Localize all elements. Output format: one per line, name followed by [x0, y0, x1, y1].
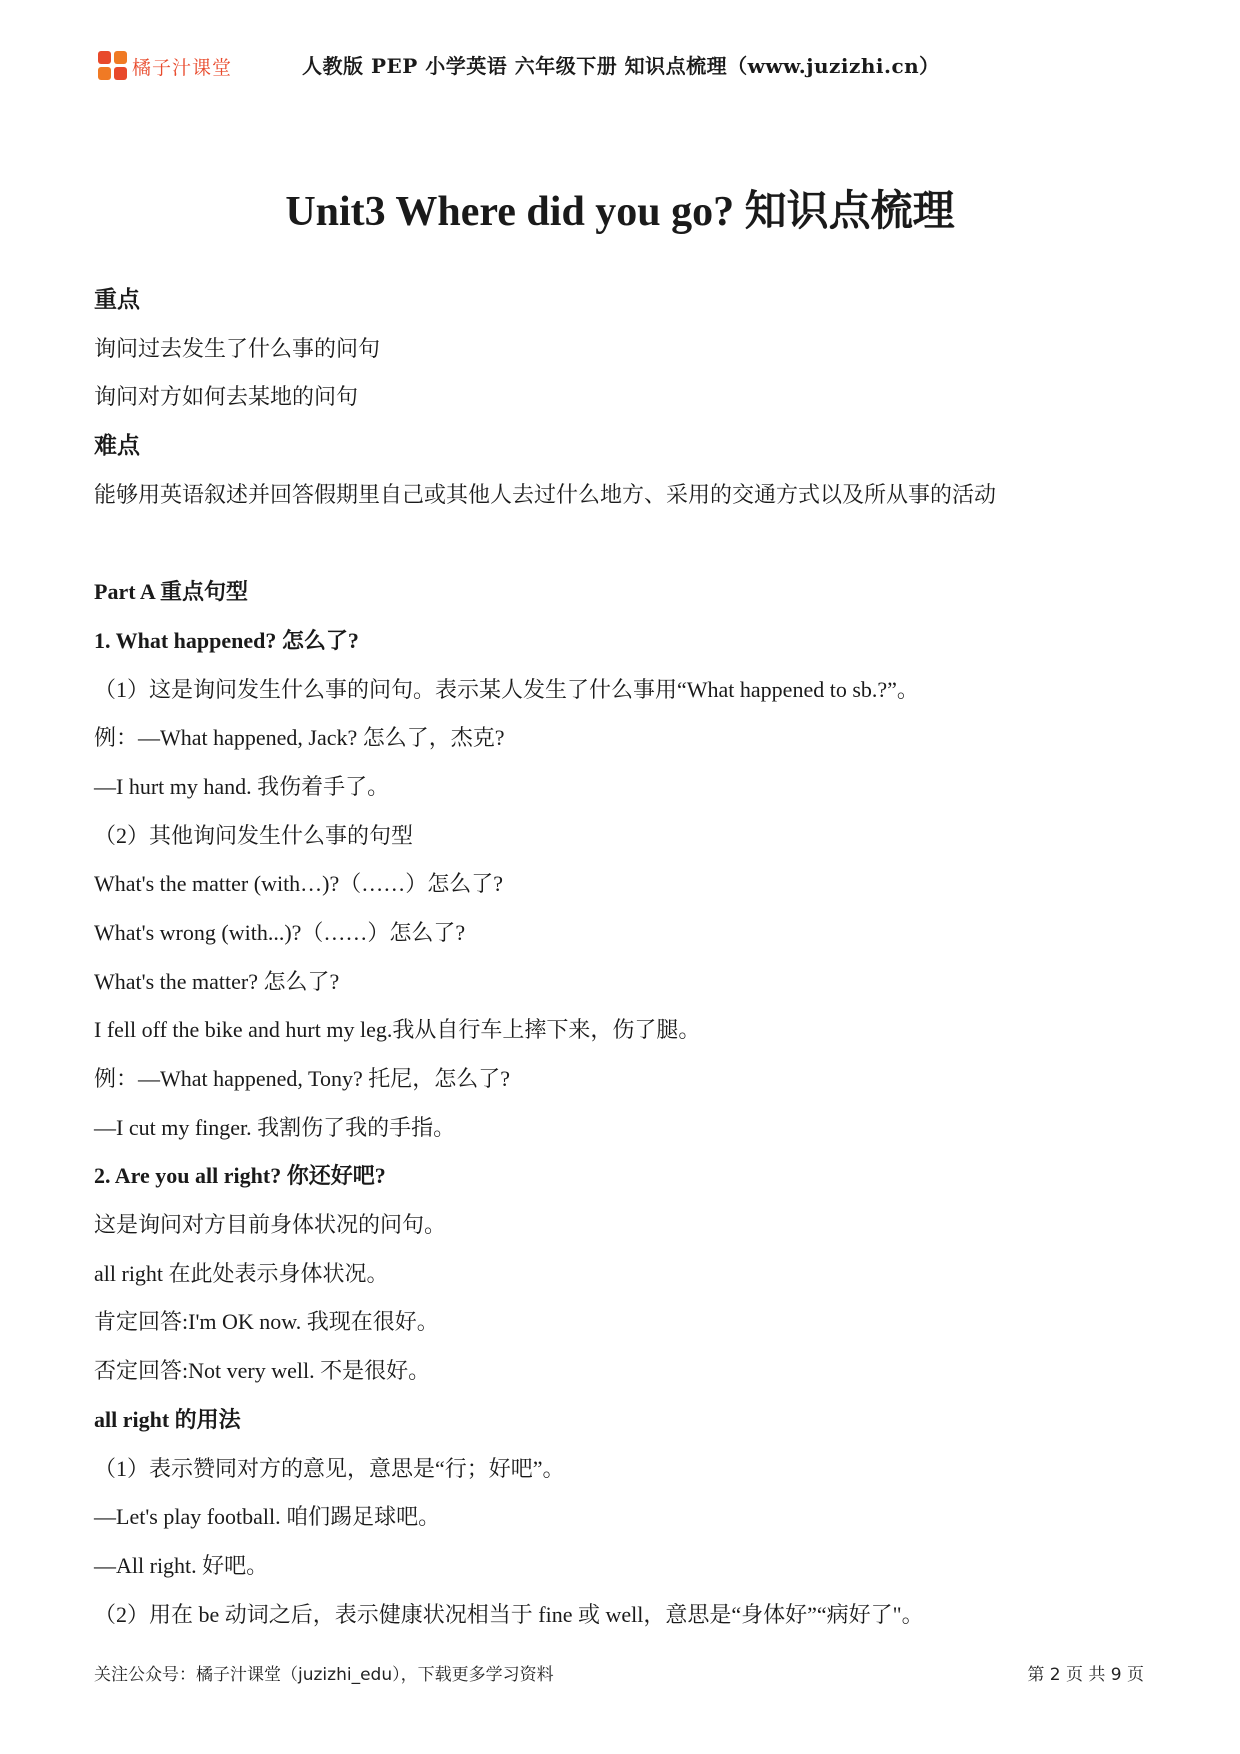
text-line: What's the matter? 怎么了?: [94, 968, 340, 994]
text-line: —I cut my finger. 我割伤了我的手指。: [94, 1114, 456, 1140]
logo-icon: [98, 51, 128, 81]
section-heading: 2. Are you all right? 你还好吧?: [94, 1163, 386, 1189]
text-line: 例：—What happened, Jack? 怎么了，杰克?: [94, 725, 505, 751]
text-line: 能够用英语叙述并回答假期里自己或其他人去过什么地方、采用的交通方式以及所从事的活动: [94, 481, 997, 507]
text-line: （1）表示赞同对方的意见，意思是“行；好吧”。: [94, 1455, 565, 1481]
text-line: 肯定回答:I'm OK now. 我现在很好。: [94, 1309, 439, 1335]
text-line: 例：—What happened, Tony? 托尼，怎么了?: [94, 1066, 510, 1091]
text-line: 询问对方如何去某地的问句: [94, 384, 359, 410]
logo-text: 橘子汁课堂: [132, 56, 233, 79]
page-number: 第 2 页 共 9 页: [1027, 1665, 1144, 1685]
section-heading: all right 的用法: [94, 1406, 241, 1432]
text-line: What's the matter (with…)?（……）怎么了?: [94, 871, 504, 897]
text-line: 这是询问对方目前身体状况的问句。: [94, 1212, 447, 1238]
text-line: I fell off the bike and hurt my leg.我从自行车上摔下来，伤了腿。: [94, 1017, 701, 1043]
text-line: —All right. 好吧。: [94, 1552, 269, 1578]
section-heading: 重点: [94, 287, 140, 312]
section-heading: Part A 重点句型: [94, 579, 248, 605]
footer-note: 关注公众号：橘子汁课堂（juzizhi_edu），下载更多学习资料: [94, 1665, 554, 1685]
text-line: —I hurt my hand. 我伤着手了。: [94, 773, 390, 799]
text-line: What's wrong (with...)?（……）怎么了?: [94, 919, 466, 945]
header-title: 人教版 PEP 小学英语 六年级下册 知识点梳理（www.juzizhi.cn）: [302, 54, 940, 78]
section-heading: 1. What happened? 怎么了?: [94, 627, 359, 653]
text-line: （2）用在 be 动词之后，表示健康状况相当于 fine 或 well，意思是“身体好”“病好了"。: [94, 1601, 924, 1627]
text-line: 否定回答:Not very well. 不是很好。: [94, 1358, 431, 1384]
text-line: —Let's play football. 咱们踢足球吧。: [94, 1504, 441, 1530]
page-header: [98, 44, 1158, 90]
text-line: 询问过去发生了什么事的问句: [94, 335, 381, 361]
page-footer: [94, 1660, 1144, 1690]
document-title: Unit3 Where did you go? 知识点梳理: [285, 189, 955, 235]
text-line: （1）这是询问发生什么事的问句。表示某人发生了什么事用“What happened to sb.?”。: [94, 676, 919, 702]
text-line: all right 在此处表示身体状况。: [94, 1260, 389, 1286]
text-line: （2）其他询问发生什么事的句型: [94, 822, 414, 848]
document-body: [94, 276, 1154, 1639]
section-heading: 难点: [94, 433, 140, 459]
logo: [98, 48, 232, 84]
blank-line: [94, 519, 1154, 568]
